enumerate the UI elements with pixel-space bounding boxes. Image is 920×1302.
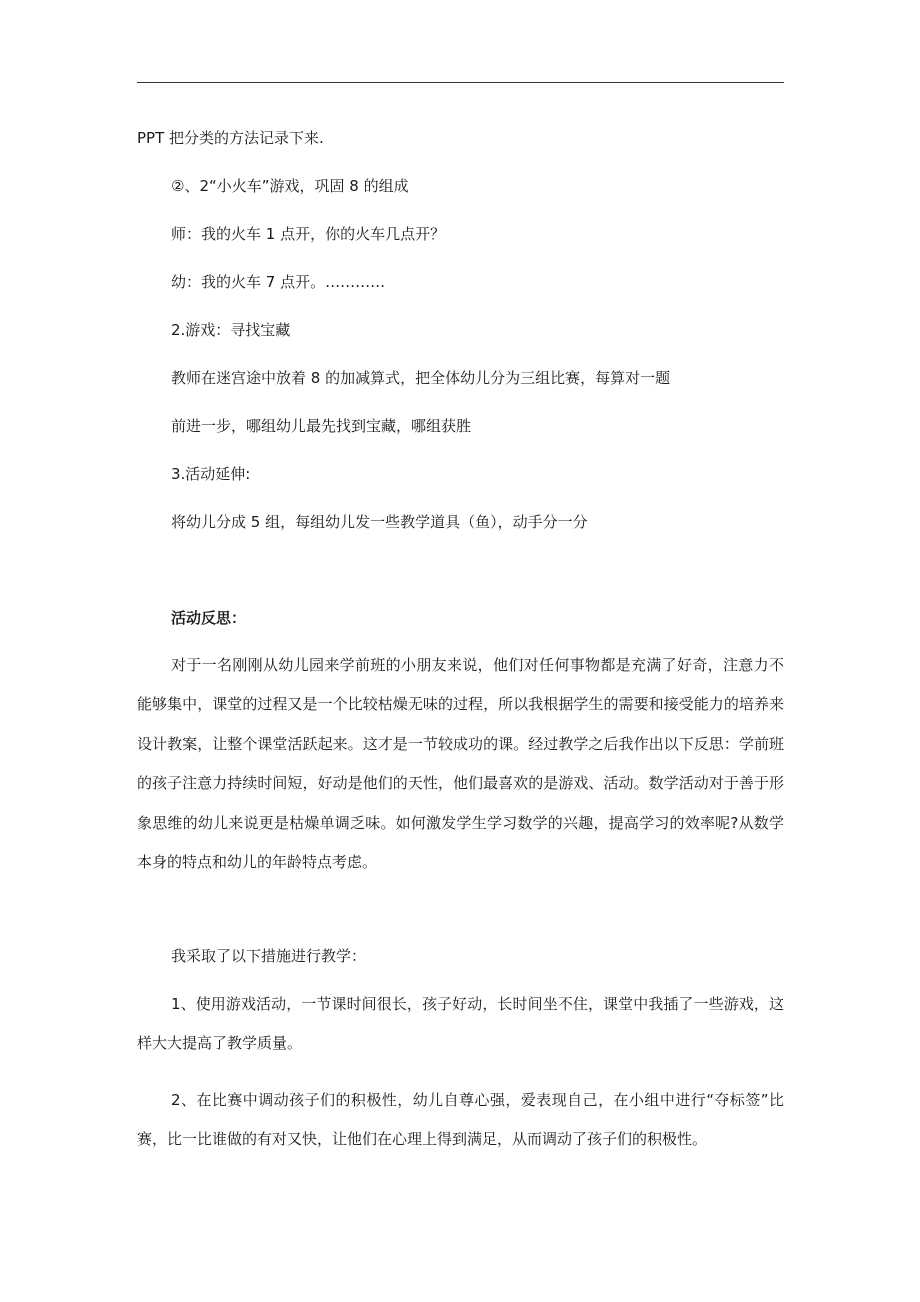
text-line-advance: 前进一步，哪组幼儿最先找到宝藏，哪组获胜	[171, 417, 472, 435]
text-line-extension: 3.活动延伸:	[171, 465, 251, 483]
reflection-paragraph: 2、在比赛中调动孩子们的积极性，幼儿自尊心强，爱表现自己，在小组中进行“夺标签”比赛，比一比谁做的有对又快，让他们在心理上得到满足，从而调动了孩子们的积极性。	[137, 1091, 784, 1149]
text-line-groups: 将幼儿分成 5 组，每组幼儿发一些教学道具（鱼），动手分一分	[171, 513, 588, 531]
reflection-paragraph: 1、使用游戏活动，一节课时间很长，孩子好动，长时间坐不住，课堂中我插了一些游戏，这样大大提高了教学质量。	[137, 995, 784, 1053]
text-line-child: 幼：我的火车 7 点开。…………	[171, 273, 386, 291]
text-line-train-game: ②、2“小火车”游戏，巩固 8 的组成	[171, 177, 409, 195]
header-rule	[137, 82, 784, 83]
text-line-teacher: 师：我的火车 1 点开，你的火车几点开？	[171, 225, 446, 243]
text-line-ppt: PPT 把分类的方法记录下来.	[137, 129, 324, 147]
text-line-treasure-game: 2.游戏：寻找宝藏	[171, 321, 291, 339]
reflection-paragraph: 对于一名刚刚从幼儿园来学前班的小朋友来说，他们对任何事物都是充满了好奇，注意力不能够集中，课堂的过程又是一个比较枯燥无味的过程，所以我根据学生的需要和接受能力的培养来设计教案，让整个课堂活跃起来。这才是一节较成功的课。经过教学之后我作出以下反思：学前班的孩子注意力持续时间短，好动是他们的天性，他们最喜欢的是游戏、活动。数学活动对于善于形象思维的幼儿来说更是枯燥单调乏味。如何激发学生学习数学的兴趣，提高学习的效率呢?从数学本身的特点和幼儿的年龄特点考虑。	[137, 656, 784, 872]
text-line-maze: 教师在迷宫途中放着 8 的加减算式，把全体幼儿分为三组比赛，每算对一题	[171, 369, 671, 387]
reflection-paragraph: 我采取了以下措施进行教学：	[171, 947, 367, 965]
reflection-heading: 活动反思：	[171, 609, 247, 627]
